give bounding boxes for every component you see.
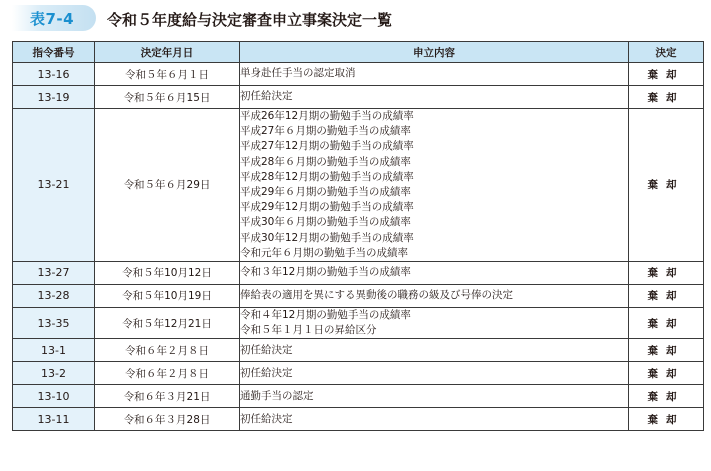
table-row [13,339,704,362]
header-decision-date: 決定年月日 [95,42,240,63]
decision-date-cell: 令和６年３月28日 [95,408,240,431]
table-row [13,63,704,86]
petition-content-line: 平成28年６月期の勤勉手当の成績率 [240,155,411,168]
decision-date-cell: 令和５年12月21日 [95,307,240,338]
petition-content-line: 俸給表の適用を異にする異動後の職務の級及び号俸の決定 [240,289,513,302]
petition-content-line: 令和５年１月１日の昇給区分 [240,324,377,337]
decision-date-cell: 令和５年６月15日 [95,86,240,109]
header-row [13,42,704,63]
decision-date-cell: 令和６年３月21日 [95,385,240,408]
decision-cell: 棄却 [629,307,704,338]
decision-cell: 棄却 [629,362,704,385]
order-number-cell: 13-28 [13,284,95,307]
petition-content-line: 初任給決定 [240,90,293,103]
petition-content-line: 平成30年６月期の勤勉手当の成績率 [240,216,411,229]
petition-content-line: 令和元年６月期の勤勉手当の成績率 [240,246,408,259]
petition-content-line: 単身赴任手当の認定取消 [240,67,356,80]
petition-content-cell [240,362,629,385]
petition-content-cell [240,385,629,408]
decision-cell: 棄却 [629,339,704,362]
table-row [13,284,704,307]
order-number-cell: 13-27 [13,261,95,284]
table-number: 表7-4 [30,10,75,28]
petition-content-line: 平成29年12月期の勤勉手当の成績率 [240,201,414,214]
order-number-cell: 13-11 [13,408,95,431]
table-row [13,307,704,338]
petition-content-line: 通勤手当の認定 [240,389,314,402]
decision-date-cell: 令和５年６月29日 [95,109,240,262]
decision-table [12,41,704,431]
petition-content-line: 令和４年12月期の勤勉手当の成績率 [240,308,411,321]
table-row [13,408,704,431]
table-row [13,385,704,408]
petition-content-line: 平成28年12月期の勤勉手当の成績率 [240,170,414,183]
order-number-cell: 13-21 [13,109,95,262]
decision-cell: 棄却 [629,385,704,408]
petition-content-line: 初任給決定 [240,343,293,356]
decision-cell: 棄却 [629,261,704,284]
petition-content-cell [240,284,629,307]
decision-cell: 棄却 [629,408,704,431]
table-number-tab [12,5,96,31]
decision-cell: 棄却 [629,284,704,307]
decision-cell: 棄却 [629,63,704,86]
header-petition-content: 申立内容 [240,42,629,63]
petition-content-cell [240,109,629,262]
decision-date-cell: 令和５年10月19日 [95,284,240,307]
decision-date-cell: 令和５年６月１日 [95,63,240,86]
decision-date-cell: 令和６年２月８日 [95,339,240,362]
petition-content-line: 平成27年12月期の勤勉手当の成績率 [240,140,414,153]
petition-content-cell [240,339,629,362]
table-row [13,109,704,262]
order-number-cell: 13-10 [13,385,95,408]
header-decision: 決定 [629,42,704,63]
table-row [13,86,704,109]
order-number-cell: 13-16 [13,63,95,86]
order-number-cell: 13-35 [13,307,95,338]
decision-date-cell: 令和６年２月８日 [95,362,240,385]
table-body [13,63,704,431]
header-order-number: 指令番号 [13,42,95,63]
petition-content-line: 初任給決定 [240,366,293,379]
decision-cell: 棄却 [629,86,704,109]
petition-content-cell [240,63,629,86]
decision-date-cell: 令和５年10月12日 [95,261,240,284]
petition-content-line: 令和３年12月期の勤勉手当の成績率 [240,266,411,279]
order-number-cell: 13-2 [13,362,95,385]
order-number-cell: 13-1 [13,339,95,362]
petition-content-cell [240,408,629,431]
petition-content-cell [240,86,629,109]
table-title-bar [12,5,702,33]
petition-content-line: 平成30年12月期の勤勉手当の成績率 [240,231,414,244]
petition-content-line: 平成26年12月期の勤勉手当の成績率 [240,110,414,122]
order-number-cell: 13-19 [13,86,95,109]
table-title: 令和５年度給与決定審査申立事案決定一覧 [107,11,393,29]
petition-content-cell [240,307,629,338]
table-row [13,261,704,284]
petition-content-line: 平成27年６月期の勤勉手当の成績率 [240,125,411,138]
petition-content-line: 平成29年６月期の勤勉手当の成績率 [240,185,411,198]
decision-cell: 棄却 [629,109,704,262]
petition-content-line: 初任給決定 [240,412,293,425]
petition-content-cell [240,261,629,284]
table-row [13,362,704,385]
